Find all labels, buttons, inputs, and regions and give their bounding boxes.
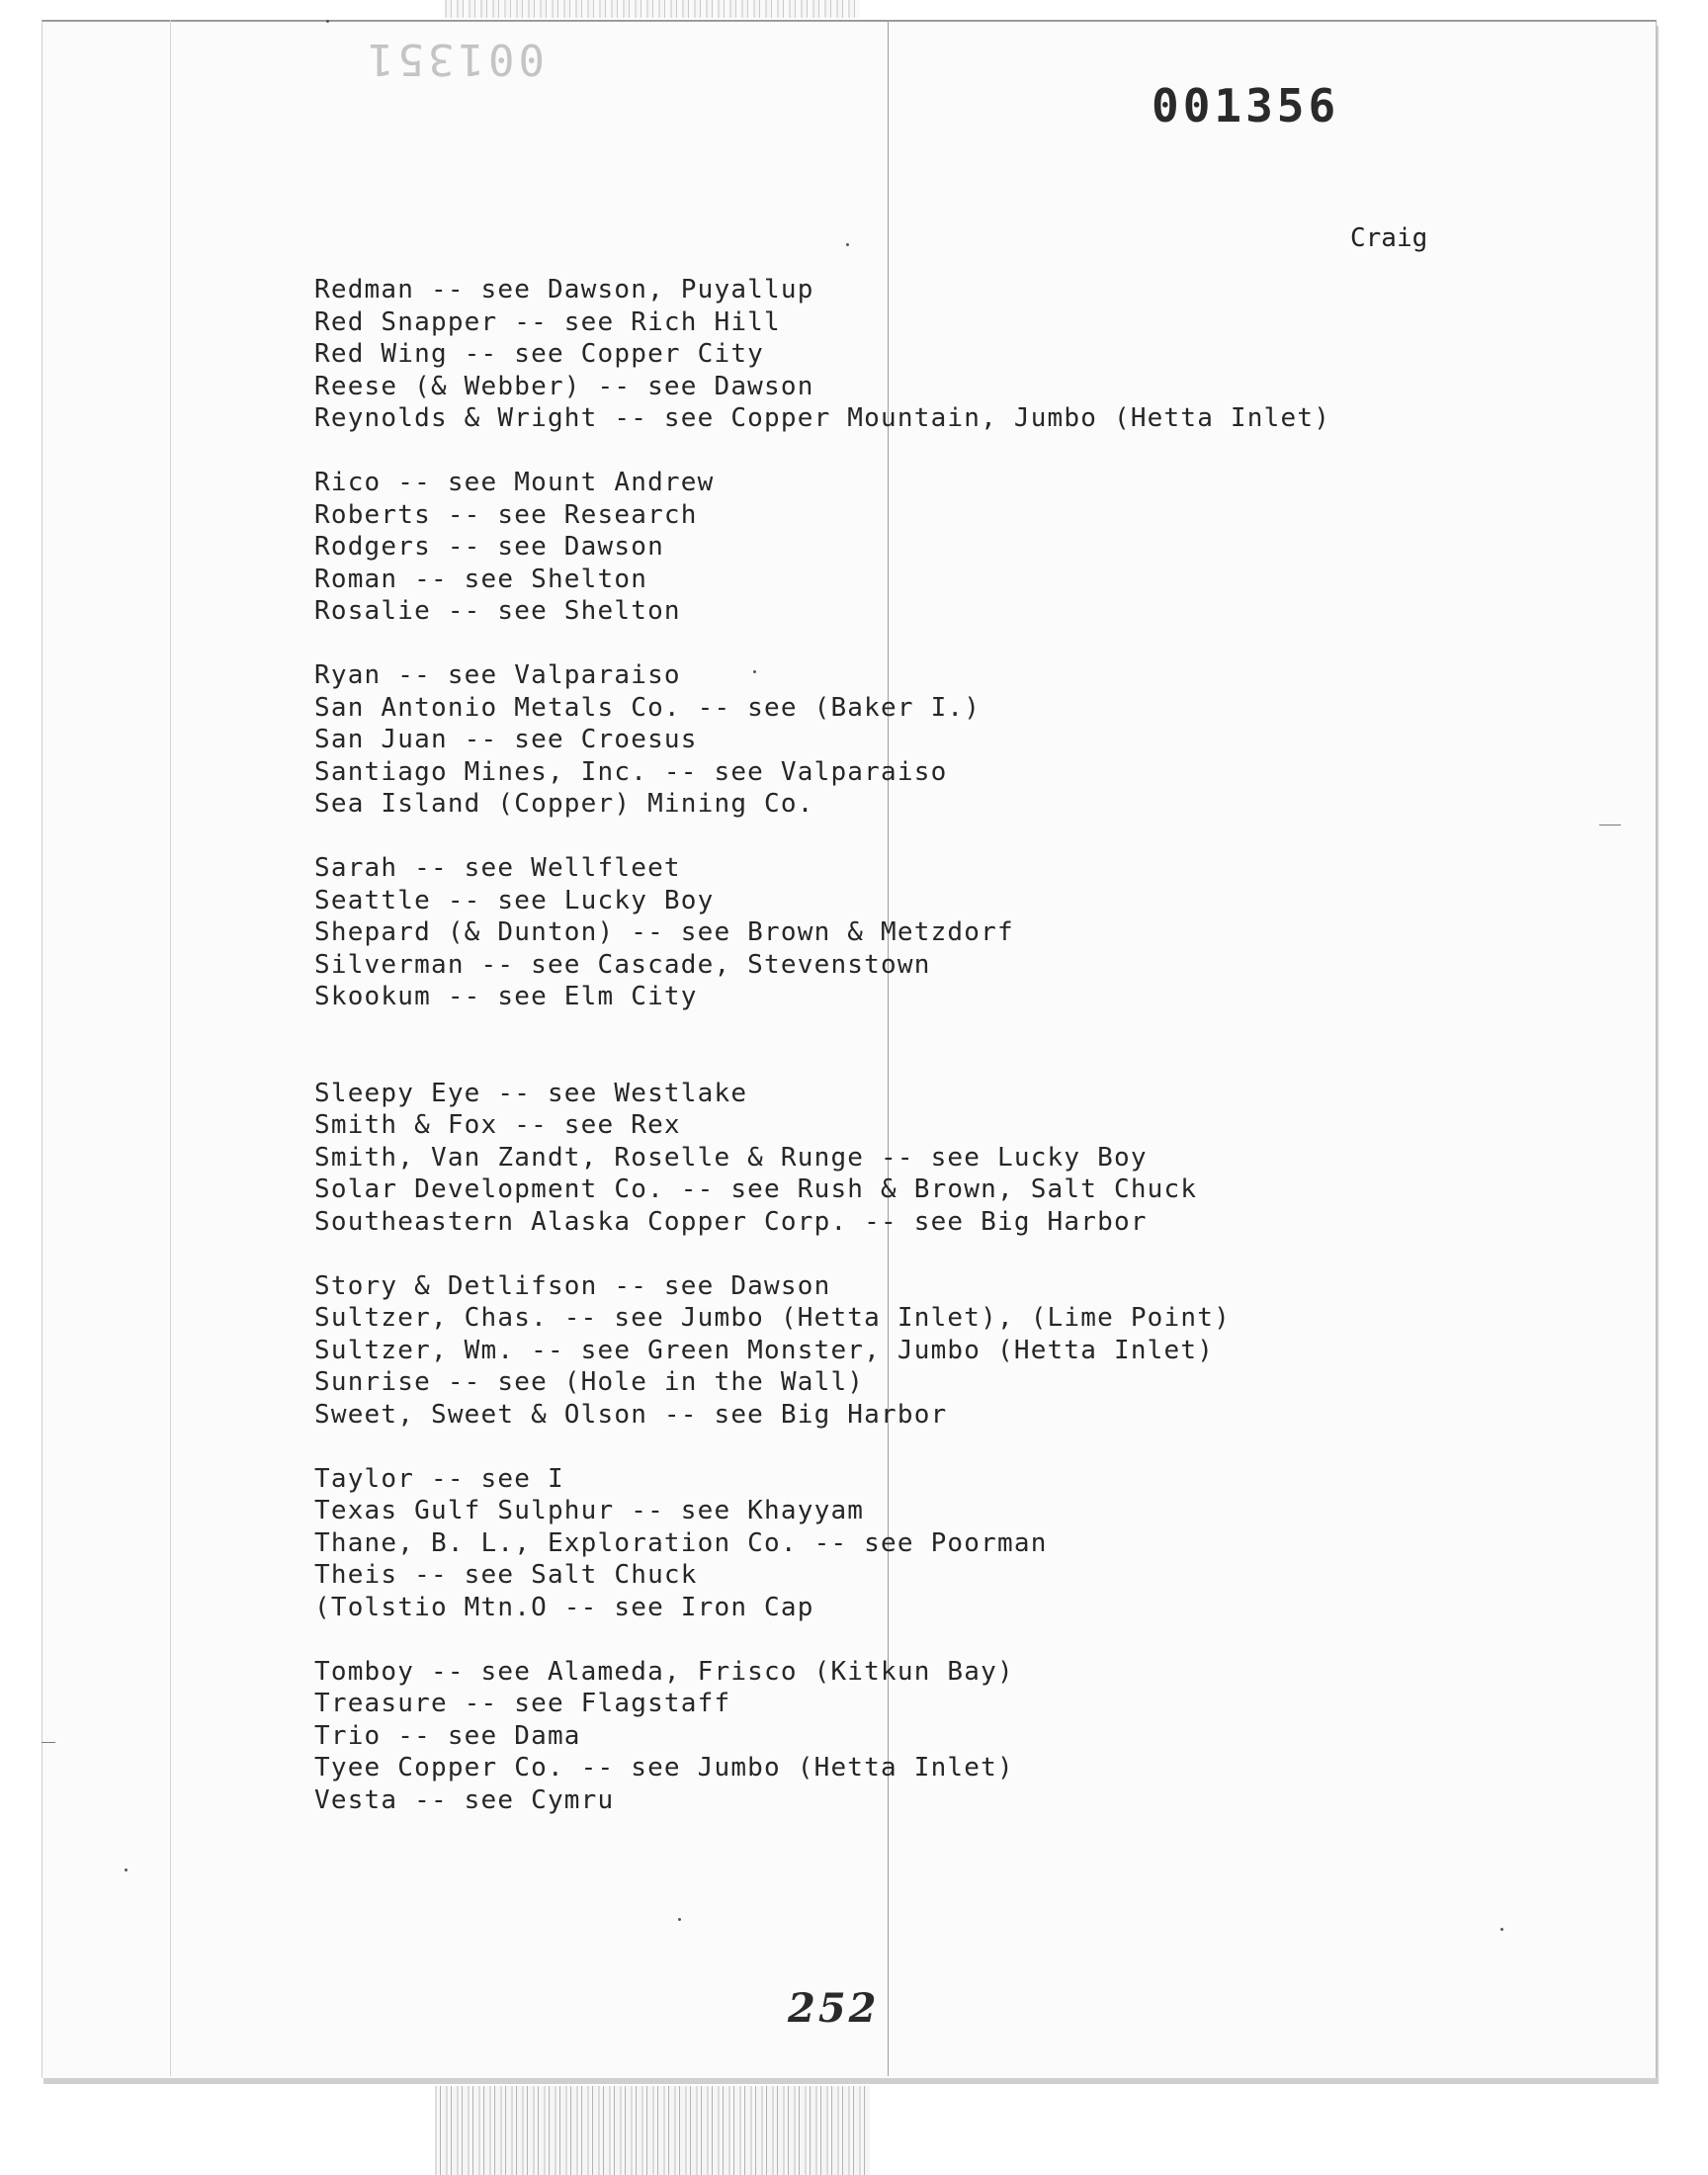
document-id-stamp: 001356 — [1152, 79, 1340, 132]
index-entry: Sunrise -- see (Hole in the Wall) — [314, 1367, 865, 1397]
scanner-streak-top — [445, 0, 860, 18]
index-entry: San Antonio Metals Co. -- see (Baker I.) — [314, 692, 982, 723]
index-group-7 — [314, 1463, 1402, 1624]
index-entry: Silverman -- see Cascade, Stevenstown — [314, 949, 931, 980]
index-entry: Tyee Copper Co. -- see Jumbo (Hetta Inlet) — [314, 1753, 1014, 1783]
index-entry: Texas Gulf Sulphur -- see Khayyam — [314, 1496, 865, 1525]
index-group-4 — [314, 852, 1402, 1013]
margin-mark — [42, 1742, 55, 1743]
index-entry: Roberts -- see Research — [314, 499, 698, 530]
mirrored-bleedthrough-stamp: 001351 — [364, 34, 545, 84]
index-entry: Ryan -- see Valparaiso — [314, 660, 681, 690]
index-entry: Smith & Fox -- see Rex — [314, 1110, 681, 1140]
index-entry: Sultzer, Wm. -- see Green Monster, Jumbo (Hetta Inlet) — [314, 1335, 1215, 1365]
index-group-5 — [314, 1078, 1402, 1239]
index-entry: Sarah -- see Wellfleet — [314, 853, 681, 883]
index-group-8 — [314, 1656, 1402, 1817]
index-entry: Sultzer, Chas. -- see Jumbo (Hetta Inlet), (Lime Point) — [314, 1303, 1231, 1333]
index-entry: Theis -- see Salt Chuck — [314, 1560, 698, 1590]
index-entry: Rodgers -- see Dawson — [314, 532, 664, 562]
index-group-3 — [314, 659, 1402, 821]
index-entry: Thane, B. L., Exploration Co. -- see Poorman — [314, 1527, 1048, 1558]
region-label: Craig — [1350, 223, 1428, 253]
index-entry: Rico -- see Mount Andrew — [314, 468, 715, 497]
index-entry: Skookum -- see Elm City — [314, 982, 698, 1011]
index-entry: Santiago Mines, Inc. -- see Valparaiso — [314, 756, 948, 787]
dust-speck — [846, 243, 849, 246]
index-entry: Sea Island (Copper) Mining Co. — [314, 789, 814, 819]
index-entry: Redman -- see Dawson, Puyallup — [314, 275, 814, 304]
scanner-streak-bottom — [435, 2086, 870, 2175]
index-entry: Roman -- see Shelton — [314, 564, 648, 594]
index-entry: Rosalie -- see Shelton — [314, 596, 681, 626]
dust-speck — [753, 670, 756, 673]
index-entry: Southeastern Alaska Copper Corp. -- see Big Harbor — [314, 1206, 1148, 1237]
index-entry: Sleepy Eye -- see Westlake — [314, 1078, 748, 1108]
dust-speck — [678, 1918, 681, 1921]
index-entry: Reese (& Webber) -- see Dawson — [314, 371, 814, 401]
index-entry: Red Snapper -- see Rich Hill — [314, 306, 781, 337]
cross-reference-index — [314, 274, 1402, 1849]
index-entry: Trio -- see Dama — [314, 1720, 581, 1751]
index-entry: Seattle -- see Lucky Boy — [314, 885, 715, 915]
dust-speck — [1500, 1928, 1503, 1931]
index-entry: Smith, Van Zandt, Roselle & Runge -- see Lucky Boy — [314, 1142, 1148, 1173]
index-entry: Treasure -- see Flagstaff — [314, 1689, 731, 1718]
index-entry: Red Wing -- see Copper City — [314, 339, 765, 369]
margin-mark — [1599, 825, 1621, 826]
index-entry: San Juan -- see Croesus — [314, 725, 698, 754]
index-entry: Taylor -- see I — [314, 1463, 564, 1494]
index-entry: Reynolds & Wright -- see Copper Mountain, Jumbo (Hetta Inlet) — [314, 403, 1331, 433]
index-entry: Story & Detlifson -- see Dawson — [314, 1270, 831, 1301]
index-entry: Vesta -- see Cymru — [314, 1784, 615, 1815]
handwritten-page-number: 252 — [788, 1985, 880, 2032]
index-entry: (Tolstio Mtn.O -- see Iron Cap — [314, 1592, 814, 1622]
index-group-2 — [314, 467, 1402, 628]
dust-speck — [125, 1869, 128, 1871]
dust-speck — [326, 20, 329, 23]
page-fold-line-left — [170, 20, 171, 2076]
index-entry: Solar Development Co. -- see Rush & Brown, Salt Chuck — [314, 1174, 1198, 1204]
index-entry: Sweet, Sweet & Olson -- see Big Harbor — [314, 1399, 948, 1430]
index-group-6 — [314, 1270, 1402, 1432]
index-entry: Tomboy -- see Alameda, Frisco (Kitkun Bay) — [314, 1656, 1014, 1687]
index-entry: Shepard (& Dunton) -- see Brown & Metzdorf — [314, 917, 1014, 947]
index-group-1 — [314, 274, 1402, 435]
